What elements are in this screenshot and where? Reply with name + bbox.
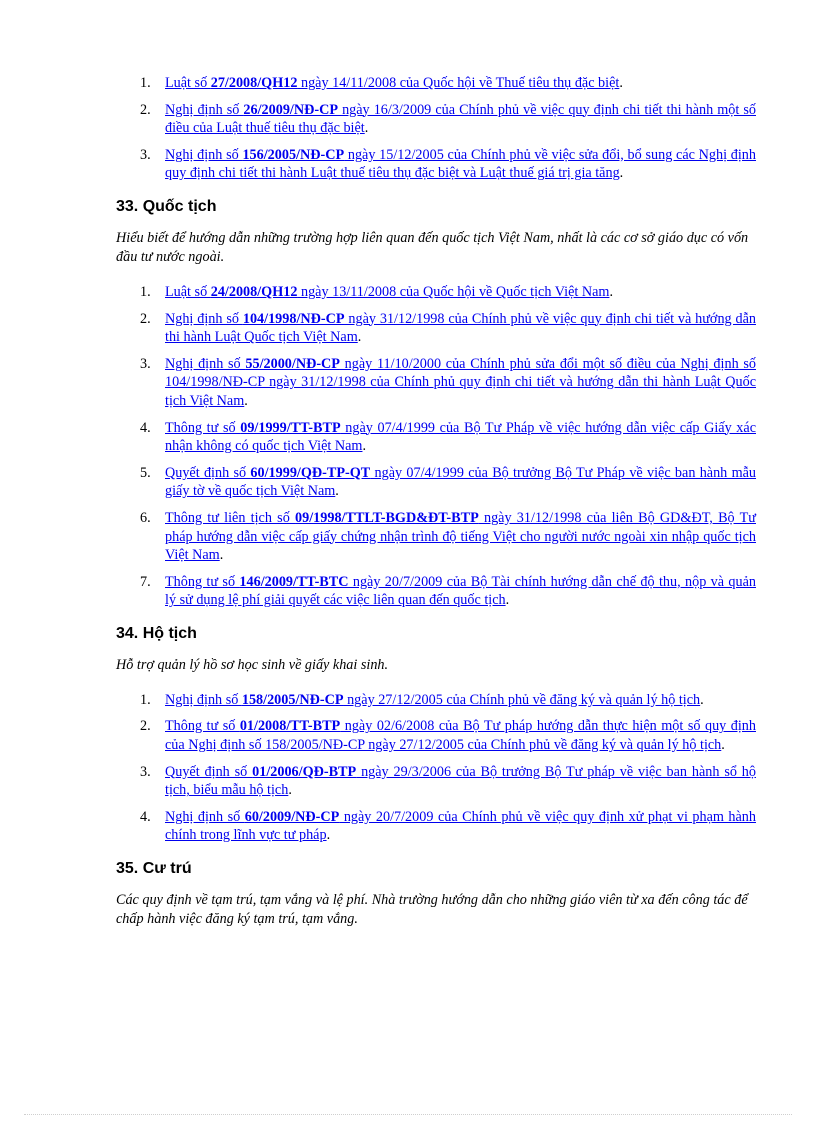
list-item-text (165, 763, 756, 800)
item-period: . (721, 737, 725, 754)
document-description: ngày 29/3/2006 của Bộ trưởng Bộ Tư pháp về việc ban hành sổ hộ tịch, biểu mẫu hộ tịch (165, 763, 756, 799)
document-number: 24/2008/QH12 (210, 283, 298, 300)
document-description: ngày 27/12/2005 của Chính phủ về đăng ký và quản lý hộ tịch (343, 691, 701, 708)
list-item-number: 2. (140, 101, 151, 118)
document-content (116, 74, 756, 945)
legal-document-link[interactable] (165, 75, 619, 91)
section-35-heading: 35. Cư trú (116, 860, 192, 878)
document-number: 156/2005/NĐ-CP (242, 146, 345, 163)
list-item-text (165, 355, 756, 411)
section-34-heading: 34. Hộ tịch (116, 624, 197, 642)
list-item-number: 3. (140, 355, 151, 372)
legal-document-link[interactable] (165, 147, 756, 182)
document-number: 09/1999/TT-BTP (240, 419, 341, 436)
document-description: ngày 07/4/1999 của Bộ trưởng Bộ Tư Pháp về việc ban hành mẫu giấy tờ về quốc tịch Việt Nam (165, 464, 757, 500)
document-description: ngày 07/4/1999 của Bộ Tư Pháp về việc hướng dẫn việc cấp Giấy xác nhận không có quốc tịch Việt Nam (165, 419, 756, 455)
document-type: Quyết định số (165, 464, 251, 481)
document-type: Nghị định số (165, 355, 246, 372)
document-type: Nghị định số (165, 691, 242, 708)
reference-list-item (116, 74, 756, 93)
document-type: Nghị định số (165, 101, 244, 118)
list-item-number: 1. (140, 283, 151, 300)
document-type: Quyết định số (165, 763, 253, 780)
list-item-text (165, 464, 756, 501)
document-number: 01/2006/QĐ-BTP (252, 763, 357, 780)
document-type: Thông tư liên tịch số (165, 509, 296, 526)
list-item-text (165, 74, 756, 93)
list-item-number: 1. (140, 75, 151, 91)
legal-document-link[interactable] (165, 510, 756, 563)
document-number: 104/1998/NĐ-CP (242, 310, 345, 327)
list-item-text (165, 310, 756, 347)
list-item-number: 2. (140, 718, 151, 735)
document-type: Nghị định số (165, 146, 243, 163)
document-number: 146/2009/TT-BTC (239, 573, 349, 590)
document-number: 09/1998/TTLT-BGD&ĐT-BTP (295, 509, 479, 526)
list-item-text (165, 808, 756, 845)
list-item-number: 7. (140, 573, 151, 590)
legal-document-link[interactable] (165, 311, 756, 346)
document-number: 01/2008/TT-BTP (239, 718, 341, 735)
list-item-text (165, 573, 756, 610)
section-32-reference-list (116, 74, 756, 183)
reference-list-item (116, 146, 756, 183)
list-item-text (165, 283, 756, 302)
item-period: . (357, 329, 362, 346)
item-period: . (619, 75, 623, 91)
document-number: 60/1999/QĐ-TP-QT (250, 464, 371, 481)
document-type: Thông tư số (165, 573, 240, 590)
item-period: . (288, 782, 292, 799)
document-type: Nghị định số (165, 310, 243, 327)
item-period: . (326, 827, 331, 844)
reference-list-item (116, 464, 756, 501)
legal-document-link[interactable] (165, 465, 756, 500)
page-bottom-divider (24, 1114, 792, 1115)
reference-list-item (116, 808, 756, 845)
list-item-number: 3. (140, 146, 151, 163)
list-item-text (165, 419, 756, 456)
list-item-text (165, 691, 756, 710)
list-item-number: 3. (140, 763, 151, 780)
legal-document-link[interactable] (165, 574, 756, 609)
reference-list-item (116, 763, 756, 800)
document-description: ngày 14/11/2008 của Quốc hội về Thuế tiêu thụ đặc biệt (297, 75, 620, 91)
list-item-text (165, 509, 756, 565)
document-description: ngày 16/3/2009 của Chính phủ về việc quy định chi tiết thi hành một số điều của Luật thuế tiêu thụ đặc biệt (165, 101, 756, 137)
legal-document-link[interactable] (165, 809, 756, 844)
reference-list-item (116, 310, 756, 347)
document-type: Thông tư số (165, 718, 240, 735)
document-number: 27/2008/QH12 (210, 75, 298, 91)
document-type: Thông tư số (165, 419, 241, 436)
item-period: . (335, 483, 339, 500)
legal-document-link[interactable] (165, 102, 756, 137)
section-34-reference-list (116, 691, 756, 845)
section-35-intro: Các quy định về tạm trú, tạm vắng và lệ phí. Nhà trường hướng dẫn cho những giáo viên từ xa đến công tác để chấp hành việc đăng ký tạm trú, tạm vắng. (116, 892, 748, 928)
list-item-number: 5. (140, 464, 151, 481)
document-type: Luật số (165, 75, 211, 91)
document-type: Luật số (165, 283, 211, 300)
list-item-number: 4. (140, 808, 151, 825)
reference-list-item (116, 509, 756, 565)
item-period: . (364, 120, 369, 137)
document-description: ngày 31/12/1998 của liên Bộ GD&ĐT, Bộ Tư pháp hướng dẫn việc cấp giấy chứng nhận trình độ tiếng Việt cho người nước ngoài xin nhập quốc tịch Việt Nam (165, 509, 756, 564)
reference-list-item (116, 101, 756, 138)
list-item-text (165, 101, 756, 138)
reference-list-item (116, 573, 756, 610)
document-number: 60/2009/NĐ-CP (244, 808, 340, 825)
item-period: . (219, 547, 224, 564)
list-item-text (165, 717, 756, 754)
reference-list-item (116, 419, 756, 456)
document-number: 26/2009/NĐ-CP (243, 101, 338, 118)
item-period: . (700, 691, 704, 708)
document-description: ngày 20/7/2009 của Chính phủ về việc quy định xử phạt vi phạm hành chính trong lĩnh vực tư pháp (165, 808, 756, 844)
legal-document-link[interactable] (165, 718, 756, 753)
document-description: ngày 11/10/2000 của Chính phủ sửa đổi một số điều của Nghị định số 104/1998/NĐ-CP ngày 31/12/1998 của Chính phủ quy định chi tiết và hướng dẫn thi hành Luật Quốc tịch Việt Nam (165, 355, 756, 409)
section-33-intro: Hiểu biết để hướng dẫn những trường hợp liên quan đến quốc tịch Việt Nam, nhất là các cơ sở giáo dục có vốn đầu tư nước ngoài. (116, 229, 749, 265)
document-description: ngày 31/12/1998 của Chính phủ về việc quy định chi tiết và hướng dẫn thi hành Luật Quốc tịch Việt Nam (165, 310, 756, 346)
document-number: 158/2005/NĐ-CP (241, 691, 344, 708)
document-type: Nghị định số (165, 808, 245, 825)
section-33-reference-list (116, 283, 756, 610)
reference-list-item (116, 283, 756, 302)
document-number: 55/2000/NĐ-CP (245, 355, 340, 372)
section-34-intro: Hỗ trợ quản lý hồ sơ học sinh về giấy khai sinh. (116, 656, 389, 673)
list-item-number: 6. (140, 509, 151, 526)
item-period: . (609, 283, 613, 300)
list-item-number: 1. (140, 691, 151, 708)
reference-list-item (116, 355, 756, 411)
document-description: ngày 13/11/2008 của Quốc hội về Quốc tịch Việt Nam (297, 283, 610, 300)
legal-document-link[interactable] (165, 420, 756, 455)
legal-document-link[interactable] (165, 284, 609, 300)
legal-document-link[interactable] (165, 692, 700, 708)
item-period: . (619, 165, 624, 182)
legal-document-link[interactable] (165, 764, 756, 799)
document-description: ngày 02/6/2008 của Bộ Tư pháp hướng dẫn thực hiện một số quy định của Nghị định số 158/2005/NĐ-CP ngày 27/12/2005 của Chính phủ về đăng ký và quản lý hộ tịch (165, 718, 756, 754)
section-33-heading: 33. Quốc tịch (116, 197, 217, 215)
list-item-number: 2. (140, 310, 151, 327)
item-period: . (362, 438, 367, 455)
list-item-text (165, 146, 756, 183)
reference-list-item (116, 717, 756, 754)
reference-list-item (116, 691, 756, 710)
list-item-number: 4. (140, 419, 151, 436)
document-description: ngày 15/12/2005 của Chính phủ về việc sửa đổi, bổ sung các Nghị định quy định chi tiết thi hành Luật thuế tiêu thụ đặc biệt và Luật thuế giá trị gia tăng (165, 146, 756, 182)
legal-document-link[interactable] (165, 356, 756, 409)
item-period: . (505, 592, 510, 609)
document-description: ngày 20/7/2009 của Bộ Tài chính hướng dẫn chế độ thu, nộp và quản lý sử dụng lệ phí giải quyết các việc liên quan đến quốc tịch (165, 573, 756, 609)
item-period: . (244, 392, 248, 409)
